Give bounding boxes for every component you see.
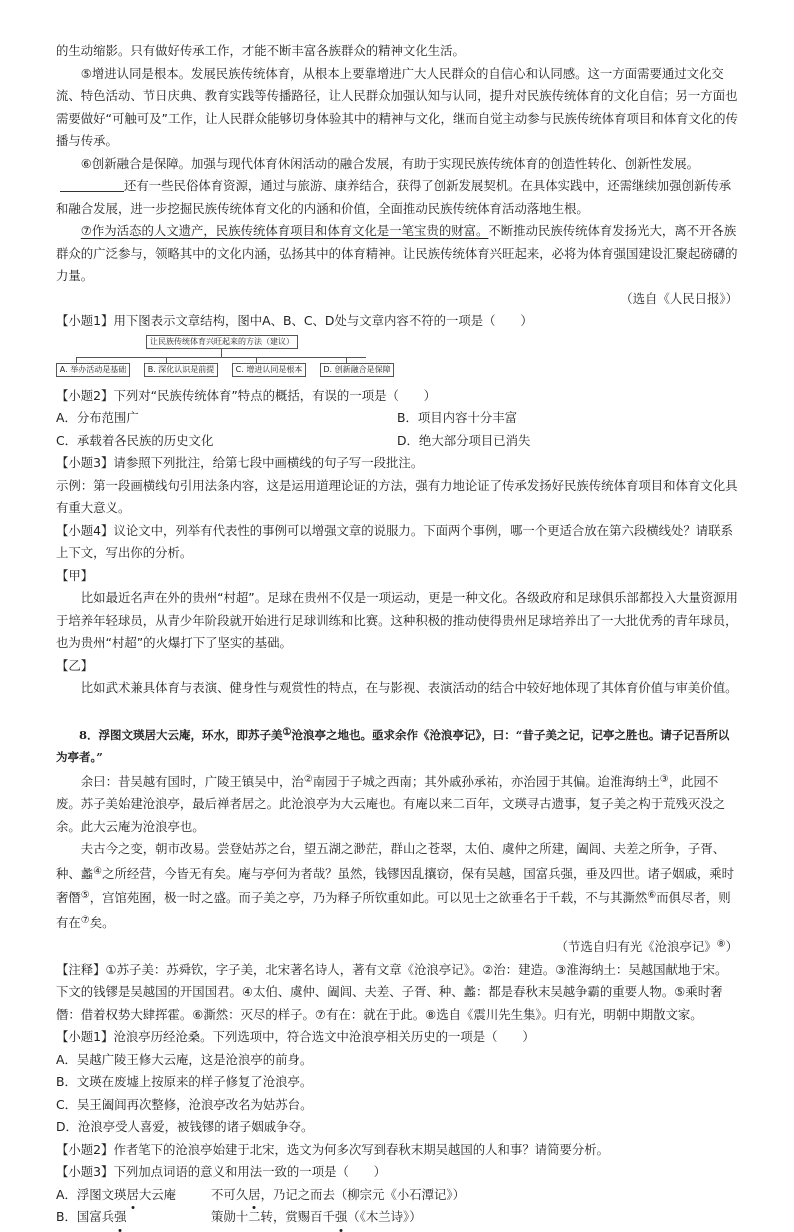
para-0: 的生动缩影。只有做好传承工作，才能不断丰富各族群众的精神文化生活。: [56, 43, 465, 58]
q3-example: 示例：第一段画横线句引用法条内容，这是运用道理论证的方法，强有力地论证了传承发扬好民族传统体育项目和体育文化具有重大意义。: [56, 477, 738, 515]
q8-para-2: [56, 838, 738, 934]
q8-sq1-option-b: B．文瑛在废墟上按原来的样子修复了沧浪亭。: [56, 1074, 313, 1089]
dotted-word: 强: [335, 1206, 347, 1229]
source-2-tail: ）: [725, 939, 738, 954]
para-7: [56, 220, 738, 288]
q2-options-row: [56, 430, 738, 453]
para-7-underlined: ⑦作为活态的人文遗产，民族传统体育项目和体育文化是一笔宝贵的财富。: [80, 223, 489, 238]
q8-sq3-option-b: [56, 1206, 738, 1229]
diagram-connector: [76, 357, 366, 358]
section-gap: [56, 700, 738, 722]
text: （《木兰诗》）: [347, 1209, 422, 1224]
q8-sq3-b-left: [56, 1206, 211, 1229]
note-mark: ⑧: [716, 939, 726, 950]
q8-p1-a: 余曰：昔吴越有国时，广陵王镇吴中，治: [80, 773, 304, 789]
q8-sq3-option-a: [56, 1184, 738, 1207]
diagram-box-a: A. 举办活动是基础: [56, 363, 130, 377]
q4-text: 【小题4】议论文中，列举有代表性的事例可以增强文章的说服力。下面两个事例，哪一个更适合放在第六段横线处？请联系上下文，写出你的分析。: [56, 522, 733, 560]
text: 大云庵: [138, 1186, 176, 1202]
q8-p2-c: ，宫馆苑囿，极一时之盛。而子美之亭，乃为释子所钦重如此。可以见士之欲垂名于千载，不与其澌然: [89, 890, 648, 905]
dotted-word: 强: [114, 1206, 126, 1229]
q8-p2-b: 之所经营，今皆无有矣。庵与亭何为者哉？虽然，钱镠因乱攘窃，保有吴越，国富兵强，垂及四世。诸子姻戚，乘时奢僭: [56, 865, 735, 905]
text: ，乃记之而去（柳宗元《小石潭记》）: [260, 1186, 466, 1202]
q2-text: 【小题2】下列对“民族传统体育”特点的概括，有误的一项是（ ）: [56, 387, 437, 403]
diagram-connector: [221, 348, 222, 357]
text: 策勋十二转，赏赐百千: [211, 1209, 335, 1224]
source-2-text: （节选自归有光《沧浪亭记》: [555, 939, 717, 954]
source-1: （选自《人民日报》）: [620, 290, 738, 306]
q4-jia: 比如最近名声在外的贵州“村超”。足球在贵州不仅是一项运动，更是一种文化。各级政府和足球俱乐部都投入大量资源用于培养年轻球员，从青少年阶段就开始进行足球训练和比赛。这种积极的推动使得贵州足球培养出了一大批优秀的青年球员，也为贵州“村超”的火爆打下了坚实的基础。: [56, 590, 738, 650]
diagram-box-d: D. 创新融合是保障: [320, 363, 394, 377]
diagram-box-c: C. 增进认同是根本: [232, 363, 306, 377]
q8-para-1: [56, 769, 738, 839]
text: B．国富兵: [56, 1209, 115, 1224]
q2-option-a: A．分布范围广: [56, 410, 139, 425]
para-6-b: 还有一些民俗体育资源，通过与旅游、康养结合，获得了创新发展契机。在具体实践中，还需继续加强创新传承和融合发展，进一步挖掘民族传统体育文化的内涵和价值，全面推动民族传统体育活动落地生根。: [56, 178, 732, 216]
dotted-word: 居: [126, 1184, 138, 1207]
para-5: ⑤增进认同是根本。发展民族传统体育，从根本上要靠增进广大人民群众的自信心和认同感。这一方面需要通过文化交流、特色活动、节日庆典、教育实践等传播路径，让人民群众加强认知与认同，提升对民族传统体育的文化自信；另一方面也需要做好“可触可及”工作，让人民群众能够切身体验其中的精神与文化，继而自觉主动参与民族传统体育项目和体育文化的传播与传承。: [56, 65, 738, 148]
q8-p1-b: 南园于子城之西南；其外戚孙承祐，亦治园于其偏。迨淮海纳土: [312, 773, 660, 789]
note-mark: ②: [303, 773, 313, 785]
note-mark: ⑦: [80, 914, 90, 926]
q8-p1-c: ，此园不废。苏子美始建沧浪亭，最后禅者居之。此沧浪亭为大云庵也。有庵以来二百年，文瑛寻古遗事，复子美之构于荒残灭没之余。此大云庵为沧浪亭也。: [56, 773, 726, 834]
note-mark: ④: [93, 865, 103, 877]
q4-jia-label: 【甲】: [56, 567, 94, 583]
q4-yi-label: 【乙】: [56, 657, 94, 673]
q8-sq1-option-c: C．吴王阖闾再次整修，沧浪亭改名为姑苏台。: [56, 1096, 313, 1112]
q8-title-b: 沧浪亭之地也。亟求余作《沧浪亭记》，曰：“昔子美之记，记亭之胜也。请子记吾所以为亭者。”: [56, 727, 730, 764]
q2-options-row: [56, 407, 738, 430]
q8-sq1-option-a: A．吴越广陵王修大云庵，这是沧浪亭的前身。: [56, 1051, 313, 1067]
q8-p2-e: 矣。: [89, 914, 115, 930]
para-7-rest: 不断推动民族传统体育发扬光大，离不开各族群众的广泛参与，领略其中的文化内涵，弘扬其中的体育精神。让民族传统体育兴旺起来，必将为体育强国建设汇聚起磅礴的力量。: [56, 223, 738, 283]
note-mark: ③: [659, 773, 669, 785]
note-mark: ⑤: [80, 890, 90, 901]
diagram-top-box: 让民族传统体育兴旺起来的方法（建议）: [146, 335, 298, 349]
q2-option-c: C．承载着各民族的历史文化: [56, 432, 214, 448]
q3-text: 【小题3】请参照下列批注，给第七段中画横线的句子写一段批注。: [56, 455, 424, 470]
q4-yi: 比如武术兼具体育与表演、健身性与观赏性的特点，在与影视、表演活动的结合中较好地体现了其体育价值与审美价值。: [80, 680, 738, 695]
note-mark: ⑥: [647, 890, 657, 901]
q8-sq3-a-left: [56, 1184, 211, 1207]
q8-sq3-b-right: [211, 1206, 738, 1229]
q8-sq3-a-right: [211, 1184, 738, 1207]
note-mark: ①: [282, 726, 292, 738]
q2-option-d: D．绝大部分项目已消失: [397, 432, 531, 448]
q2-option-b: B．项目内容十分丰富: [397, 410, 518, 425]
para-6: [56, 153, 738, 221]
q8-p2-d: 而俱尽者，则有在: [56, 890, 731, 930]
q8-sq1-option-d: D．沧浪亭受人喜爱，被钱镠的诸子姻戚争夺。: [56, 1119, 314, 1134]
dotted-word: 居: [248, 1184, 260, 1207]
q8-p2-a: 夫古今之变，朝市改易。尝登姑苏之台，望五湖之渺茫，群山之苍翠，太伯、虞仲之所建，阖闾、夫差之所争，子胥、种、蠡: [56, 841, 726, 881]
source-2: [56, 934, 738, 959]
q8-note: 【注释】①苏子美：苏舜钦，字子美，北宋著名诗人，著有文章《沧浪亭记》。②治：建造。③淮海纳土：吴越国献地于宋。下文的钱镠是吴越国的开国国君。④太伯、虞仲、阖闾、夫差、子胥、种、蠡：都是春秋末吴越争霸的重要人物。⑤乘时奢僭：借着权势大肆挥霍。⑥澌然：灭尽的样子。⑦有在：就在于此。⑧选自《震川先生集》。归有光，明朝中期散文家。: [56, 961, 728, 1022]
text: A．浮图文瑛: [56, 1186, 127, 1202]
structure-diagram: [56, 335, 391, 379]
q8-sq2: 【小题2】作者笔下的沧浪亭始建于北宋，选文为何多次写到春秋末期吴越国的人和事？请简要分析。: [56, 1141, 610, 1157]
q8-title-a: 8．浮图文瑛居大云庵，环水，即苏子美: [79, 727, 283, 742]
text: 不可久: [211, 1186, 249, 1202]
fill-blank-line: [60, 177, 124, 192]
q8-title: [56, 722, 738, 769]
q1-text: 【小题1】用下图表示文章结构，图中A、B、C、D处与文章内容不符的一项是（ ）: [56, 313, 533, 328]
diagram-box-b: B. 深化认识是前提: [144, 363, 218, 377]
q8-sq3: 【小题3】下列加点词语的意义和用法一致的一项是（ ）: [56, 1164, 387, 1179]
q8-sq1: 【小题1】沧浪亭历经沧桑。下列选项中，符合选文中沧浪亭相关历史的一项是（ ）: [56, 1029, 535, 1044]
para-6-a: ⑥创新融合是保障。加强与现代体育休闲活动的融合发展，有助于实现民族传统体育的创造性转化、创新性发展。: [80, 155, 700, 171]
